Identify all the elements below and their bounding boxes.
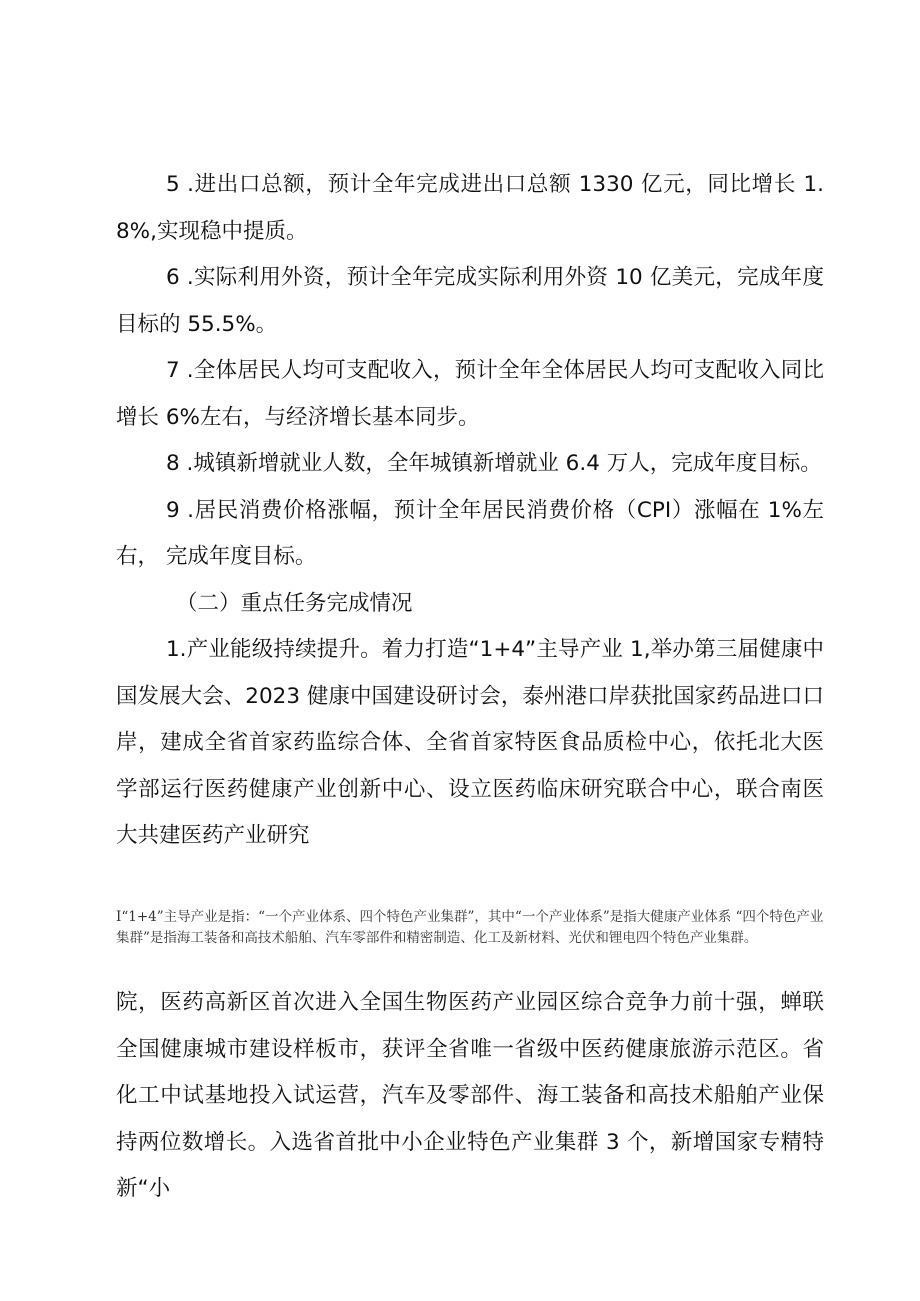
paragraph-foreign-investment: 6 .实际利用外资，预计全年完成实际利用外资 10 亿美元，完成年度目标的 55.5%。 (116, 265, 824, 337)
main-text-block (116, 162, 824, 860)
section-heading-key-tasks: （二）重点任务完成情况 (176, 590, 413, 616)
paragraph-disposable-income: 7 .全体居民人均可支配收入，预计全年全体居民人均可支配收入同比增长 6%左右，与经济增长基本同步。 (116, 358, 824, 430)
paragraph-urban-employment: 8 .城镇新增就业人数，全年城镇新增就业 6.4 万人，完成年度目标。 (166, 451, 822, 476)
paragraph-continuation: 院，医药高新区首次进入全国生物医药产业园区综合竞争力前十强，蝉联全国健康城市建设样板市，获评全省唯一省级中医药健康旅游示范区。省化工中试基地投入试运营，汽车及零部件、海工装备和高技术船舶产业保持两位数增长。入选省首批中小企业特色产业集群 3 个，新增国家专精特新“小 (116, 990, 824, 1201)
paragraph-cpi: 9 .居民消费价格涨幅，预计全年居民消费价格（CPI）涨幅在 1%左右， 完成年度目标。 (116, 497, 824, 569)
continuation-text-block (116, 980, 824, 1213)
paragraph-import-export: 5 .进出口总额，预计全年完成进出口总额 1330 亿元，同比增长 1.8%,实现稳中提质。 (116, 172, 824, 244)
paragraph-industry-upgrade: 1.产业能级持续提升。着力打造“1+4”主导产业 1,举办第三届健康中国发展大会、2023 健康中国建设研讨会，泰州港口岸获批国家药品进口口岸，建成全省首家药监综合体、全省首家特医食品质检中心，依托北大医学部运行医药健康产业创新中心、设立医药临床研究联合中心，联合南医大共建医药产业研究 (116, 637, 824, 848)
footnote: I“1+4”主导产业是指：“一个产业体系、四个特色产业集群”，其中“一个产业体系”是指大健康产业体系 “四个特色产业集群”是指海工装备和高技术船舶、汽车零部件和精密制造、化工及新材料、光伏和锂电四个特色产业集群。 (116, 909, 824, 946)
